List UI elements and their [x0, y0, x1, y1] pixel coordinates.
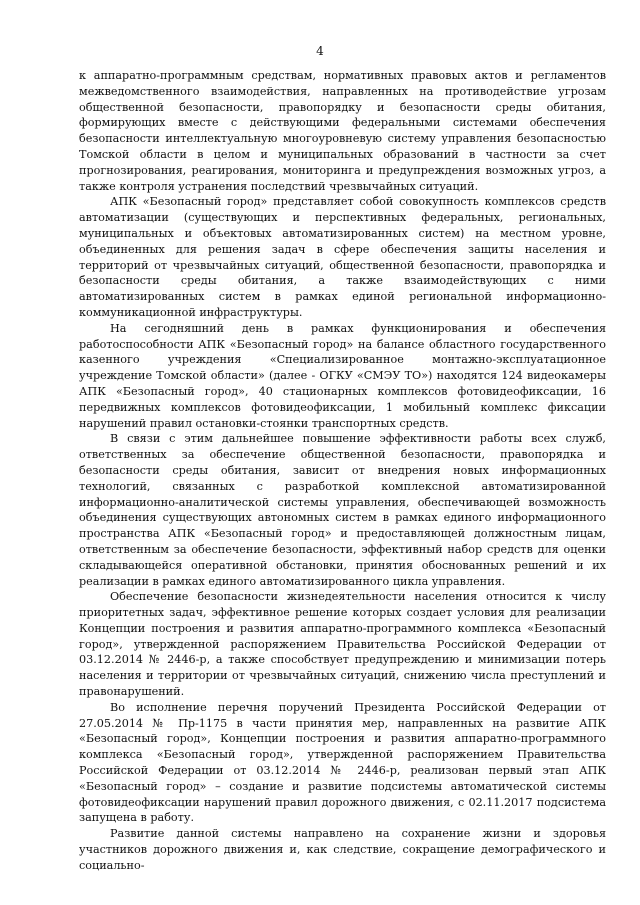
paragraph-apk-definition: АПК «Безопасный город» представляет собой совокупность комплексов средств автоматизации (существующих и перспективных федеральных, региональных, муниципальных и объектовых автоматизированных систем) на местном уровне, объединенных для решения задач в сфере обеспечения защиты населения и территорий от чрезвычайных ситуаций, общественной безопасности, правопорядка и безопасности среды обитания, а также взаимодействующих с ними автоматизированных систем в рамках единой региональной информационно-коммуникационной инфраструктуры. [79, 195, 606, 319]
paragraph-safety-priority: Обеспечение безопасности жизнедеятельности населения относится к числу приоритетных задач, эффективное решение которых создает условия для реализации Концепции построения и развития аппаратно-программного комплекса «Безопасный город», утвержденной распоряжением Правительства Российской Федерации от 03.12.2014 № 2446-р, а также способствует предупреждению и минимизации потерь населения и территории от чрезвычайных ситуаций, снижению числа преступлений и правонарушений. [79, 590, 606, 699]
page-number: 4 [316, 44, 324, 58]
document-body [79, 68, 606, 874]
paragraph-system-development: Развитие данной системы направлено на сохранение жизни и здоровья участников дорожного движения и, как следствие, сокращение демографического и социально- [79, 827, 606, 872]
paragraph-current-equipment: На сегодняшний день в рамках функционирования и обеспечения работоспособности АПК «Безопасный город» на балансе областного государственного казенного учреждения «Специализированное монтажно-эксплуатационное учреждение Томской области» (далее - ОГКУ «СМЭУ ТО») находятся 124 видеокамеры АПК «Безопасный город», 40 стационарных комплексов фотовидеофиксации, 16 передвижных комплексов фотовидеофиксации, 1 мобильный комплекс фиксации нарушений правил остановки-стоянки транспортных средств. [79, 321, 606, 430]
paragraph-efficiency: В связи с этим дальнейшее повышение эффективности работы всех служб, ответственных за обеспечение общественной безопасности, правопорядка и безопасности среды обитания, зависит от внедрения новых информационных технологий, связанных с разработкой комплексной автоматизированной информационно-аналитической системы управления, обеспечивающей возможность объединения существующих автономных систем в рамках единого информационного пространства АПК «Безопасный город» и предоставляющей должностным лицам, ответственным за обеспечение безопасности, эффективный набор средств для оценки складывающейся оперативной обстановки, принятия обоснованных решений и их реализации в рамках единого автоматизированного цикла управления. [79, 432, 606, 588]
paragraph-continuation: к аппаратно-программным средствам, нормативных правовых актов и регламентов межведомственного взаимодействия, направленных на противодействие угрозам общественной безопасности, правопорядку и безопасности среды обитания, формирующих вместе с действующими федеральными системами обеспечения безопасности интеллектуальную многоуровневую систему управления безопасностью Томской области в целом и муниципальных образований в частности за счет прогнозирования, реагирования, мониторинга и предупреждения возможных угроз, а также контроля устранения последствий чрезвычайных ситуаций. [79, 69, 606, 193]
paragraph-president-orders: Во исполнение перечня поручений Президента Российской Федерации от 27.05.2014 № Пр-1175 в части принятия мер, направленных на развитие АПК «Безопасный город», Концепции построения и развития аппаратно-программного комплекса «Безопасный город», утвержденной распоряжением Правительства Российской Федерации от 03.12.2014 № 2446-р, реализован первый этап АПК «Безопасный город» – создание и развитие подсистемы автоматической системы фотовидеофиксации нарушений правил дорожного движения, с 02.11.2017 подсистема запущена в работу. [79, 700, 606, 825]
